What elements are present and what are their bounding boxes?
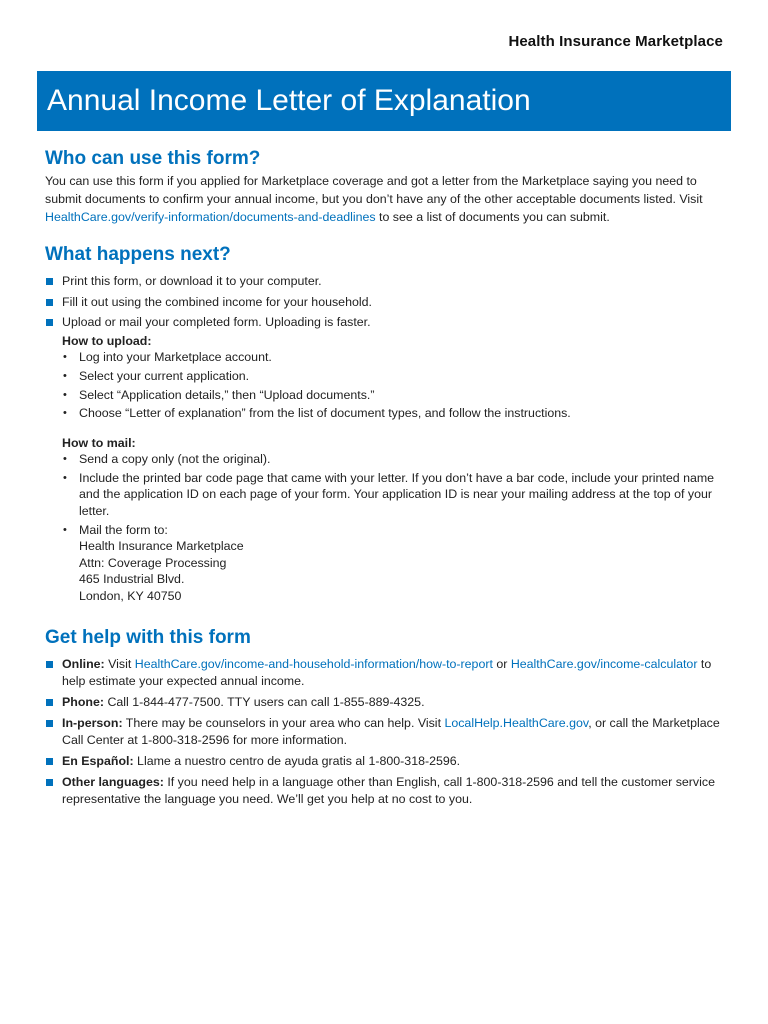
- item-text: or: [492, 657, 511, 672]
- section-get-help: [45, 625, 725, 808]
- item-text: , or call the Marketplace Call Center at 1-800-318-2596 for more information.: [62, 716, 720, 748]
- list-item-text: Fill it out using the combined income for your household.: [62, 294, 372, 309]
- brand-name: Health Insurance Marketplace: [508, 33, 723, 50]
- list-item-other-languages: [45, 774, 725, 808]
- paragraph-text: You can use this form if you applied for Marketplace coverage and got a letter from the Marketplace saying you need to submit documents to confirm your annual income, but you don’t have any of the other acceptable documents listed. Visit: [45, 174, 703, 206]
- help-list: [45, 656, 725, 808]
- address-line: Health Insurance Marketplace: [79, 539, 244, 554]
- mail-steps-list: [62, 451, 725, 604]
- list-item-in-person: [45, 715, 725, 749]
- square-bullet-icon: [46, 299, 53, 306]
- income-calculator-link[interactable]: HealthCare.gov/income-calculator: [510, 657, 698, 672]
- list-item-phone: [45, 694, 725, 711]
- item-label: Online:: [62, 657, 105, 672]
- item-text: There may be counselors in your area who can help. Visit: [122, 716, 445, 731]
- item-label: In-person:: [62, 716, 123, 731]
- documents-deadlines-link[interactable]: HealthCare.gov/verify-information/documents-and-deadlines: [45, 210, 376, 224]
- steps-list: [45, 273, 725, 604]
- title-banner: [37, 71, 731, 131]
- list-item: [45, 273, 725, 290]
- list-item: • Select “Application details,” then “Upload documents.”: [62, 387, 725, 404]
- mailing-address: [79, 538, 725, 604]
- list-item: • Select your current application.: [62, 368, 725, 385]
- section-what-happens-next: [45, 242, 725, 604]
- item-text: Visit: [104, 657, 135, 672]
- upload-steps-list: [62, 349, 725, 422]
- section-heading: Who can use this form?: [45, 148, 261, 169]
- item-text: Llame a nuestro centro de ayuda gratis al 1-800-318-2596.: [133, 754, 461, 769]
- item-label: En Español:: [62, 754, 134, 769]
- list-item: • Choose “Letter of explanation” from the list of document types, and follow the instructions.: [62, 405, 725, 422]
- list-item: • Log into your Marketplace account.: [62, 349, 725, 366]
- section-heading: Get help with this form: [45, 627, 251, 649]
- subheading: How to mail:: [62, 436, 136, 451]
- item-label: Phone:: [62, 695, 104, 710]
- square-bullet-icon: [46, 720, 53, 727]
- list-item: • Include the printed bar code page that came with your letter. If you don’t have a bar code, include your printed name and the application ID on each page of your form. Your application ID is near your mailing address at the top of your letter.: [62, 470, 725, 520]
- list-item-text: Print this form, or download it to your computer.: [62, 274, 322, 288]
- list-item-text: Upload or mail your completed form. Uploading is faster.: [62, 315, 371, 329]
- list-item-online: [45, 656, 725, 690]
- local-help-link[interactable]: LocalHelp.HealthCare.gov: [444, 716, 589, 731]
- section-heading: What happens next?: [45, 244, 231, 265]
- upload-instructions: [62, 333, 725, 604]
- list-item: [62, 522, 725, 605]
- square-bullet-icon: [46, 779, 53, 786]
- item-text: Call 1-844-477-7500. TTY users can call 1-855-889-4325.: [104, 695, 425, 710]
- section-who-can-use: [45, 146, 725, 226]
- list-item: [45, 294, 725, 311]
- square-bullet-icon: [46, 661, 53, 668]
- list-item: • Send a copy only (not the original).: [62, 451, 725, 468]
- address-line: Attn: Coverage Processing: [79, 555, 227, 570]
- square-bullet-icon: [46, 319, 53, 326]
- paragraph-text: to see a list of documents you can submit.: [375, 210, 610, 224]
- address-line: London, KY 40750: [79, 588, 182, 603]
- square-bullet-icon: [46, 699, 53, 706]
- list-item: [45, 314, 725, 604]
- item-label: Other languages:: [62, 775, 164, 790]
- page-title: Annual Income Letter of Explanation: [47, 84, 531, 117]
- document-body: [45, 146, 725, 812]
- item-text: If you need help in a language other than English, call 1-800-318-2596 and tell the customer service representative the language you need. We’ll get you help at no cost to you.: [62, 775, 715, 807]
- item-text: to help estimate your expected annual income.: [62, 657, 712, 689]
- square-bullet-icon: [46, 278, 53, 285]
- address-label: • Mail the form to:: [79, 522, 168, 537]
- section-paragraph: [45, 172, 725, 226]
- how-to-report-link[interactable]: HealthCare.gov/income-and-household-information/how-to-report: [134, 657, 493, 672]
- square-bullet-icon: [46, 758, 53, 765]
- address-line: 465 Industrial Blvd.: [79, 572, 185, 587]
- subheading: How to upload:: [62, 334, 152, 348]
- list-item-espanol: [45, 753, 725, 770]
